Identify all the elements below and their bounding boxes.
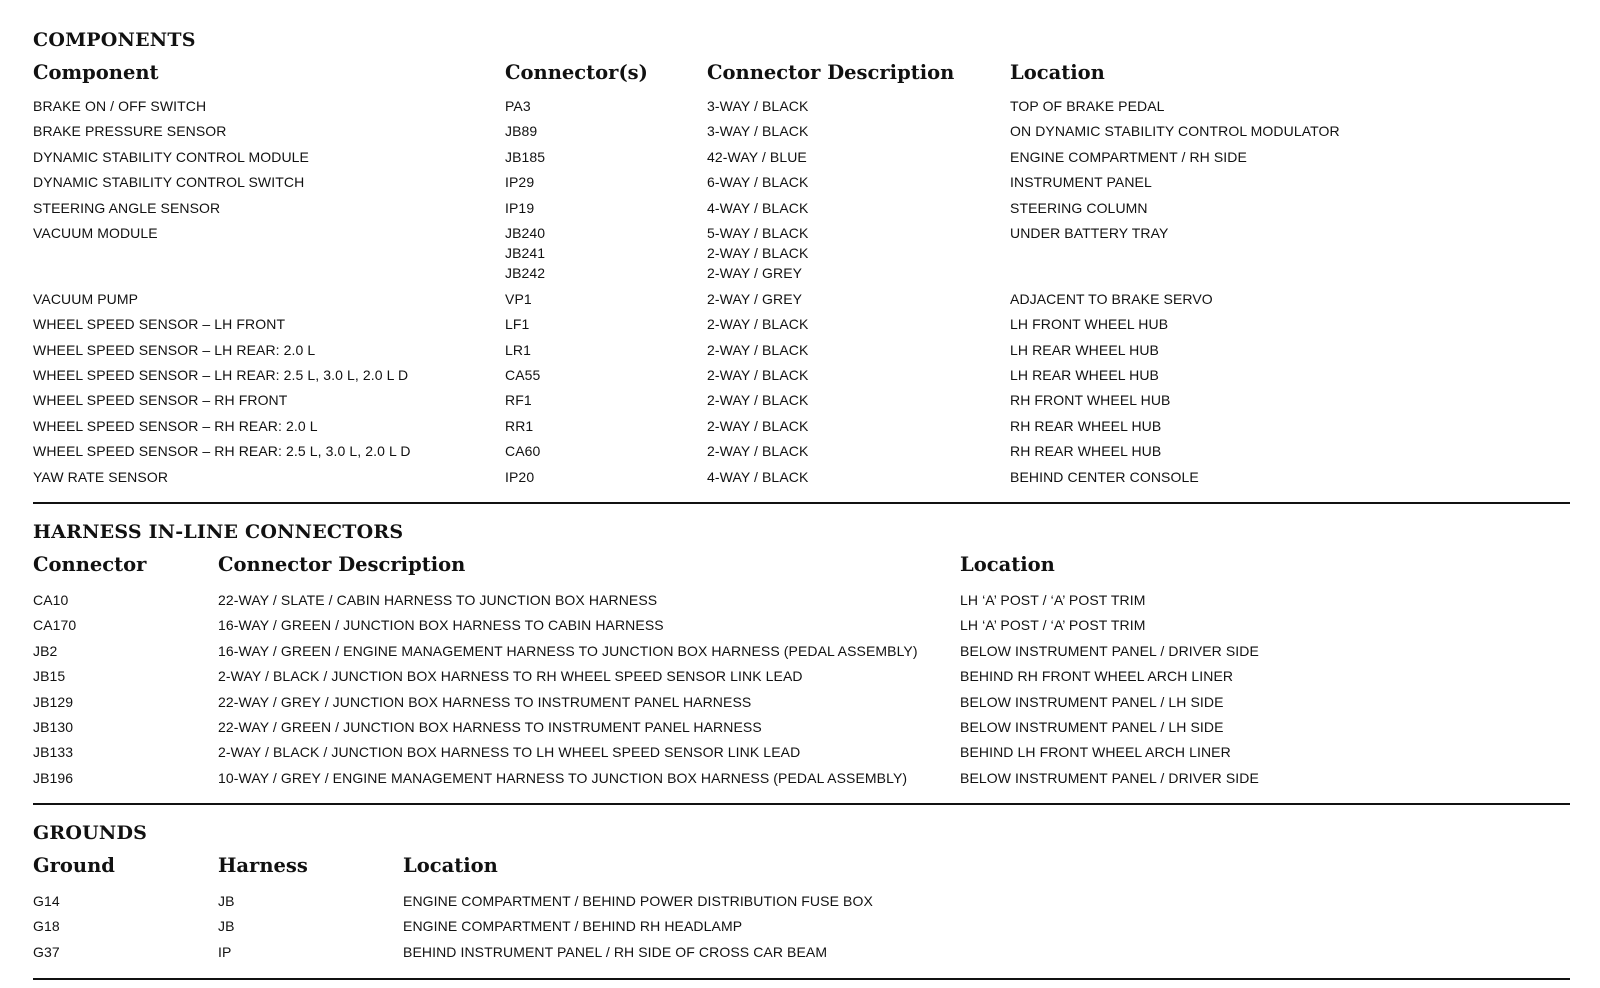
connector-description: 2-WAY / GREY xyxy=(707,290,803,307)
connector-id: CA170 xyxy=(33,617,77,634)
component-name: BRAKE ON / OFF SWITCH xyxy=(33,98,207,114)
location: LH REAR WHEEL HUB xyxy=(1010,341,1159,358)
component-name: VACUUM PUMP xyxy=(33,290,139,307)
harness-section-title: HARNESS IN-LINE CONNECTORS xyxy=(33,521,404,543)
grounds-header-location: Location xyxy=(403,854,498,877)
location: LH ‘A’ POST / ‘A’ POST TRIM xyxy=(960,592,1146,608)
component-name: WHEEL SPEED SENSOR – LH REAR: 2.5 L, 3.0 L, 2.0 L D xyxy=(33,367,409,383)
connector-description: 22-WAY / GREY / JUNCTION BOX HARNESS TO INSTRUMENT PANEL HARNESS xyxy=(218,693,752,710)
location: BEHIND LH FRONT WHEEL ARCH LINER xyxy=(960,744,1231,761)
location: ON DYNAMIC STABILITY CONTROL MODULATOR xyxy=(1010,123,1340,140)
table-row xyxy=(0,198,1600,218)
location: TOP OF BRAKE PEDAL xyxy=(1010,98,1165,114)
connector-description: 42-WAY / BLUE xyxy=(707,148,807,165)
table-row xyxy=(0,121,1600,141)
ground-id: G37 xyxy=(33,943,60,960)
location: BELOW INSTRUMENT PANEL / LH SIDE xyxy=(960,719,1224,735)
connector-description: 3-WAY / BLACK xyxy=(707,123,809,140)
component-name: WHEEL SPEED SENSOR – LH FRONT xyxy=(33,316,286,333)
connector-id: JB241 xyxy=(505,245,546,262)
connector-id: JB130 xyxy=(33,719,74,735)
location: RH FRONT WHEEL HUB xyxy=(1010,392,1171,409)
components-section-title: COMPONENTS xyxy=(33,29,196,51)
connector-description: 16-WAY / GREEN / ENGINE MANAGEMENT HARNESS TO JUNCTION BOX HARNESS (PEDAL ASSEMBLY) xyxy=(218,642,918,659)
connector-id: PA3 xyxy=(505,98,531,114)
table-row xyxy=(0,717,1600,737)
location: INSTRUMENT PANEL xyxy=(1010,174,1152,191)
connector-id: IP29 xyxy=(505,174,535,191)
harness-header-connector: Connector xyxy=(33,553,147,576)
location: ENGINE COMPARTMENT / BEHIND POWER DISTRIBUTION FUSE BOX xyxy=(403,893,873,909)
components-header-component: Component xyxy=(33,61,159,84)
connector-id: JB196 xyxy=(33,769,74,786)
location: BELOW INSTRUMENT PANEL / DRIVER SIDE xyxy=(960,769,1259,786)
connector-id: CA60 xyxy=(505,443,541,460)
connector-id: RF1 xyxy=(505,392,532,409)
location: ENGINE COMPARTMENT / RH SIDE xyxy=(1010,148,1247,165)
location: RH REAR WHEEL HUB xyxy=(1010,443,1162,460)
connector-id: CA10 xyxy=(33,592,69,608)
connector-id: RR1 xyxy=(505,417,534,434)
connector-id: JB129 xyxy=(33,693,74,710)
table-row xyxy=(0,467,1600,487)
connector-description: 6-WAY / BLACK xyxy=(707,174,809,191)
table-row xyxy=(0,666,1600,686)
location: LH REAR WHEEL HUB xyxy=(1010,367,1159,383)
connector-id: VP1 xyxy=(505,290,532,307)
component-name: WHEEL SPEED SENSOR – RH FRONT xyxy=(33,392,288,409)
connector-id: CA55 xyxy=(505,367,541,383)
table-row xyxy=(0,263,1600,283)
table-row xyxy=(0,223,1600,243)
table-row xyxy=(0,289,1600,309)
table-row xyxy=(0,96,1600,116)
connector-id: JB240 xyxy=(505,225,546,241)
connector-description: 10-WAY / GREY / ENGINE MANAGEMENT HARNESS TO JUNCTION BOX HARNESS (PEDAL ASSEMBLY) xyxy=(218,769,908,786)
component-name: DYNAMIC STABILITY CONTROL SWITCH xyxy=(33,174,305,191)
table-row xyxy=(0,742,1600,762)
grounds-header-ground: Ground xyxy=(33,854,115,877)
harness-code: IP xyxy=(218,943,232,960)
component-name: WHEEL SPEED SENSOR – LH REAR: 2.0 L xyxy=(33,341,316,358)
connector-description: 2-WAY / BLACK xyxy=(707,245,809,262)
location: STEERING COLUMN xyxy=(1010,199,1148,216)
connector-description: 2-WAY / BLACK xyxy=(707,341,809,358)
connector-description: 2-WAY / BLACK xyxy=(707,392,809,409)
connector-id: LF1 xyxy=(505,316,530,333)
location: BEHIND CENTER CONSOLE xyxy=(1010,468,1199,485)
connector-description: 5-WAY / BLACK xyxy=(707,225,809,241)
grounds-section-title: GROUNDS xyxy=(33,822,148,844)
location: BELOW INSTRUMENT PANEL / LH SIDE xyxy=(960,693,1224,710)
component-name: WHEEL SPEED SENSOR – RH REAR: 2.5 L, 3.0 L, 2.0 L D xyxy=(33,443,411,460)
connector-id: JB242 xyxy=(505,265,546,282)
connector-id: IP20 xyxy=(505,468,535,485)
location: UNDER BATTERY TRAY xyxy=(1010,225,1169,241)
table-row xyxy=(0,891,1600,911)
table-row xyxy=(0,147,1600,167)
table-row xyxy=(0,942,1600,962)
table-row xyxy=(0,441,1600,461)
location: ENGINE COMPARTMENT / BEHIND RH HEADLAMP xyxy=(403,918,743,935)
connector-id: JB185 xyxy=(505,148,546,165)
connector-id: LR1 xyxy=(505,341,531,358)
table-row xyxy=(0,692,1600,712)
location: LH FRONT WHEEL HUB xyxy=(1010,316,1169,333)
component-name: STEERING ANGLE SENSOR xyxy=(33,199,221,216)
harness-header-description: Connector Description xyxy=(218,553,466,576)
table-row xyxy=(0,314,1600,334)
location: BEHIND INSTRUMENT PANEL / RH SIDE OF CROSS CAR BEAM xyxy=(403,943,828,960)
location: BELOW INSTRUMENT PANEL / DRIVER SIDE xyxy=(960,642,1259,659)
connector-description: 16-WAY / GREEN / JUNCTION BOX HARNESS TO CABIN HARNESS xyxy=(218,617,664,634)
table-row xyxy=(0,243,1600,263)
location: BEHIND RH FRONT WHEEL ARCH LINER xyxy=(960,668,1234,685)
location: LH ‘A’ POST / ‘A’ POST TRIM xyxy=(960,617,1146,634)
ground-id: G14 xyxy=(33,893,60,909)
component-name: WHEEL SPEED SENSOR – RH REAR: 2.0 L xyxy=(33,417,318,434)
connector-description: 2-WAY / BLACK xyxy=(707,367,809,383)
connector-description: 3-WAY / BLACK xyxy=(707,98,809,114)
components-header-description: Connector Description xyxy=(707,61,955,84)
harness-header-location: Location xyxy=(960,553,1055,576)
connector-description: 2-WAY / BLACK xyxy=(707,443,809,460)
harness-code: JB xyxy=(218,893,235,909)
connector-description: 22-WAY / GREEN / JUNCTION BOX HARNESS TO INSTRUMENT PANEL HARNESS xyxy=(218,719,762,735)
component-name: BRAKE PRESSURE SENSOR xyxy=(33,123,227,140)
connector-description: 22-WAY / SLATE / CABIN HARNESS TO JUNCTION BOX HARNESS xyxy=(218,592,658,608)
component-name: DYNAMIC STABILITY CONTROL MODULE xyxy=(33,148,309,165)
connector-id: JB2 xyxy=(33,642,58,659)
connector-description: 2-WAY / BLACK / JUNCTION BOX HARNESS TO LH WHEEL SPEED SENSOR LINK LEAD xyxy=(218,744,801,761)
table-row xyxy=(0,615,1600,635)
section-divider xyxy=(33,803,1570,805)
table-row xyxy=(0,365,1600,385)
ground-id: G18 xyxy=(33,918,60,935)
connector-description: 4-WAY / BLACK xyxy=(707,468,809,485)
table-row xyxy=(0,390,1600,410)
connector-id: IP19 xyxy=(505,199,535,216)
table-row xyxy=(0,641,1600,661)
component-name: VACUUM MODULE xyxy=(33,225,158,241)
table-row xyxy=(0,768,1600,788)
section-divider xyxy=(33,502,1570,504)
table-row xyxy=(0,916,1600,936)
connector-id: JB89 xyxy=(505,123,538,140)
connector-id: JB133 xyxy=(33,744,74,761)
location: RH REAR WHEEL HUB xyxy=(1010,417,1162,434)
harness-code: JB xyxy=(218,918,235,935)
connector-description: 2-WAY / BLACK xyxy=(707,316,809,333)
components-header-connectors: Connector(s) xyxy=(505,61,648,84)
location: ADJACENT TO BRAKE SERVO xyxy=(1010,290,1213,307)
component-name: YAW RATE SENSOR xyxy=(33,468,169,485)
connector-description: 4-WAY / BLACK xyxy=(707,199,809,216)
table-row xyxy=(0,416,1600,436)
grounds-header-harness: Harness xyxy=(218,854,308,877)
components-header-location: Location xyxy=(1010,61,1105,84)
table-row xyxy=(0,340,1600,360)
table-row xyxy=(0,590,1600,610)
connector-description: 2-WAY / BLACK xyxy=(707,417,809,434)
connector-description: 2-WAY / BLACK / JUNCTION BOX HARNESS TO RH WHEEL SPEED SENSOR LINK LEAD xyxy=(218,668,803,685)
connector-id: JB15 xyxy=(33,668,66,685)
section-divider xyxy=(33,978,1570,980)
connector-description: 2-WAY / GREY xyxy=(707,265,803,282)
table-row xyxy=(0,172,1600,192)
